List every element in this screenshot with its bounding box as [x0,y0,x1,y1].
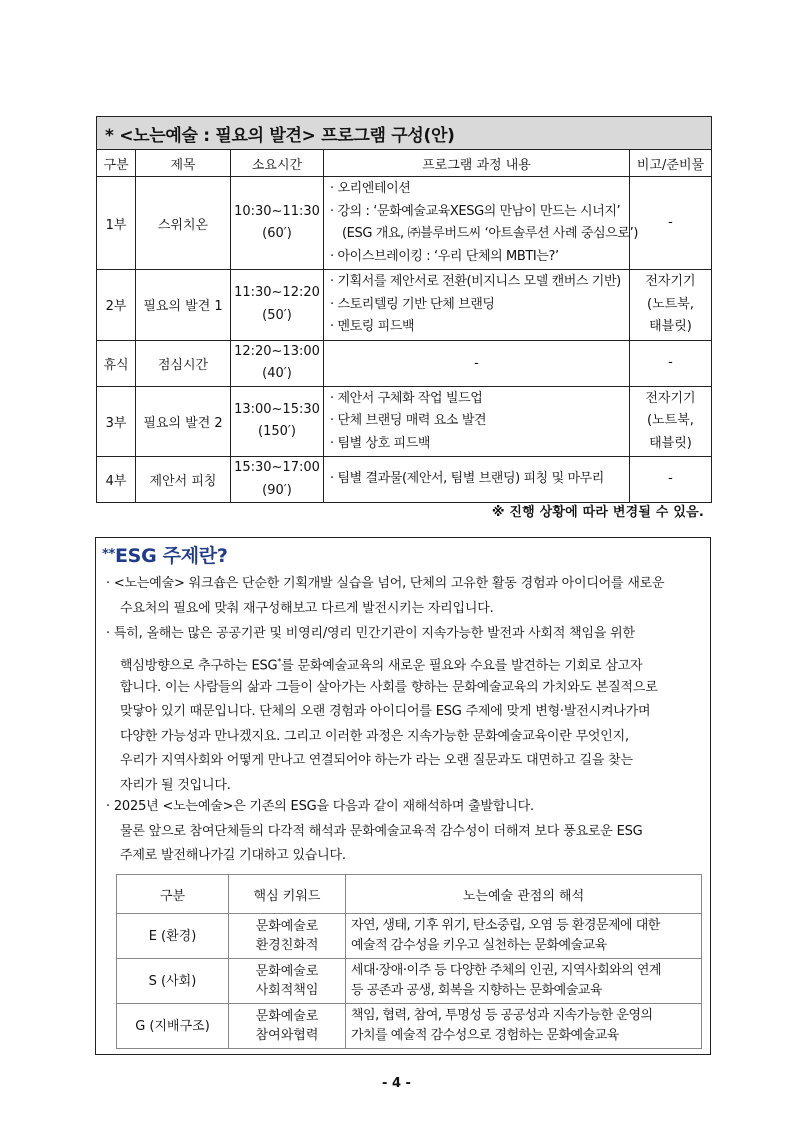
esg-paragraph-3: · 2025년 <노는예술>은 기존의 ESG을 다음과 같이 재해석하며 출발합니다. 물론 앞으로 참여단체들의 다각적 해석과 문화예술교육적 감수성이 더해져 보다 풍요로운 ESG 주제로 발전해나가길 기대하고 있습니다. [106,799,643,863]
row-category: G (지배구조) [117,1004,229,1049]
table-row [97,270,712,341]
table-row [117,959,702,1004]
header-keyword: 핵심 키워드 [229,875,346,914]
header-part: 구분 [97,150,136,177]
row-part: 휴식 [97,340,136,386]
header-title: 제목 [136,150,231,177]
row-content: · 팀별 결과물(제안서, 팀별 브랜딩) 피칭 및 마무리 [324,457,630,503]
row-note: 전자기기 (노트북, 태블릿) [630,270,712,341]
table-row [117,914,702,959]
row-part: 2부 [97,270,136,341]
header-content: 프로그램 과정 내용 [324,150,630,177]
row-category: S (사회) [117,959,229,1004]
program-table-header [97,150,712,177]
table-row [97,340,712,386]
row-part: 3부 [97,386,136,457]
table-row [97,457,712,503]
row-part: 4부 [97,457,136,503]
row-content: · 오리엔테이션 · 강의 : ‘문화예술교육XESG의 만남이 만드는 시너지’ (ESG 개요, ㈜블루버드씨 ‘아트솔루션 사례 중심으로’) · 아이스브레이킹 : ‘우리 단체의 MBTI는?’ [324,177,630,270]
row-keyword: 문화예술로 참여와협력 [229,1004,346,1049]
table-row [97,386,712,457]
row-interpretation: 세대·장애·이주 등 다양한 주체의 인권, 지역사회와의 연계 등 공존과 공생, 회복을 지향하는 문화예술교육 [346,959,702,1004]
esg-heading-text: ESG 주제란? [115,545,228,567]
esg-interpretation-table [116,874,702,1049]
row-title: 제안서 피칭 [136,457,231,503]
row-note: - [630,340,712,386]
program-table [96,116,712,503]
row-title: 필요의 발견 1 [136,270,231,341]
row-title: 필요의 발견 2 [136,386,231,457]
header-category: 구분 [117,875,229,914]
esg-table-header [117,875,702,914]
esg-section [95,537,711,1055]
row-category: E (환경) [117,914,229,959]
esg-heading-stars: ** [102,547,115,562]
row-content: - [324,340,630,386]
table-row [117,1004,702,1049]
row-keyword: 문화예술로 환경친화적 [229,914,346,959]
row-time: 12:20~13:00 (40′) [231,340,324,386]
header-note: 비고/준비물 [630,150,712,177]
esg-heading [102,541,228,568]
row-content: · 기획서를 제안서로 전환(비지니스 모델 캔버스 기반) · 스토리텔링 기반 단체 브랜딩 · 멘토링 피드백 [324,270,630,341]
row-note: - [630,177,712,270]
row-note: 전자기기 (노트북, 태블릿) [630,386,712,457]
row-time: 15:30~17:00 (90′) [231,457,324,503]
row-note: - [630,457,712,503]
row-content: · 제안서 구체화 작업 빌드업 · 단체 브랜딩 매력 요소 발견 · 팀별 상호 피드백 [324,386,630,457]
row-keyword: 문화예술로 사회적책임 [229,959,346,1004]
esg-paragraph-2: · 특히, 올해는 많은 공공기관 및 비영리/영리 민간기관이 지속가능한 발전과 사회적 책임을 위한 핵심방향으로 추구하는 ESG*를 문화예술교육의 새로운 필요와 수요를 발견하는 기회로 삼고자 합니다. 이는 사람들의 삶과 그들이 살아가는 사회를 향하는 문화예술교육의 가치와도 본질적으로 맞닿아 있기 때문입니다. 단체의 오랜 경험과 아이디어를 ESG 주제에 맞게 변형·발전시켜나가며 다양한 가능성과 만나겠지요. 그리고 이러한 과정은 지속가능한 문화예술교육이란 무엇인지, 우리가 지역사회와 어떻게 만나고 연결되어야 하는가 라는 오랜 질문과도 대면하고 길을 찾는 자리가 될 것입니다. [106,626,658,793]
row-title: 점심시간 [136,340,231,386]
page-number: - 4 - [382,1076,411,1091]
program-table-title: * <노는예술 : 필요의 발견> 프로그램 구성(안) [97,117,712,150]
header-interpretation: 노는예술 관점의 해석 [346,875,702,914]
row-interpretation: 책임, 협력, 참여, 투명성 등 공공성과 지속가능한 운영의 가치를 예술적 감수성으로 경험하는 문화예술교육 [346,1004,702,1049]
row-part: 1부 [97,177,136,270]
table-row [97,177,712,270]
esg-paragraph-1: · <노는예술> 워크숍은 단순한 기획개발 실습을 넘어, 단체의 고유한 활동 경험과 아이디어를 새로운 수요처의 필요에 맞춰 재구성해보고 다르게 발전시키는 자리입니다. [106,576,665,616]
header-time: 소요시간 [231,150,324,177]
row-time: 13:00~15:30 (150′) [231,386,324,457]
row-time: 10:30~11:30 (60′) [231,177,324,270]
schedule-change-note: ※ 진행 상황에 따라 변경될 수 있음. [491,505,704,520]
row-time: 11:30~12:20 (50′) [231,270,324,341]
row-title: 스위치온 [136,177,231,270]
row-interpretation: 자연, 생태, 기후 위기, 탄소중립, 오염 등 환경문제에 대한 예술적 감수성을 키우고 실천하는 문화예술교육 [346,914,702,959]
